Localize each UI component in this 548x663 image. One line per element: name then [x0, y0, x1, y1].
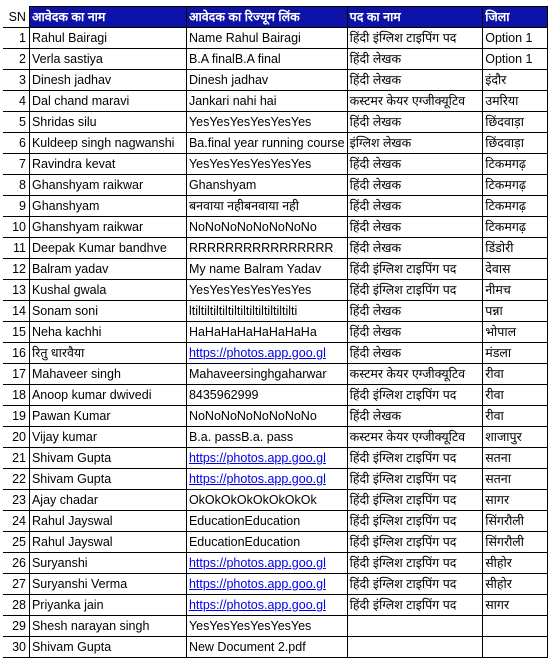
row-sn-cell[interactable]: 1: [3, 28, 29, 49]
table-row: [3, 637, 548, 658]
district-cell[interactable]: रीवा: [483, 406, 548, 427]
applicant-name-cell[interactable]: Rahul Jayswal: [29, 511, 186, 532]
district-cell[interactable]: इंदौर: [483, 70, 548, 91]
row-sn-cell[interactable]: 4: [3, 91, 29, 112]
applicant-name-cell[interactable]: Ghanshyam raikwar: [29, 217, 186, 238]
row-sn-cell[interactable]: 10: [3, 217, 29, 238]
table-row: [3, 343, 548, 364]
table-row: [3, 133, 548, 154]
post-name-cell[interactable]: हिंदी इंग्लिश टाइपिंग पद: [347, 532, 483, 553]
district-cell[interactable]: सीहोर: [483, 574, 548, 595]
table-row: [3, 616, 548, 637]
applicant-name-cell[interactable]: Neha kachhi: [29, 322, 186, 343]
post-name-cell[interactable]: कस्टमर केयर एग्जीक्यूटिव: [347, 91, 483, 112]
resume-link-cell[interactable]: 8435962999: [186, 385, 347, 406]
resume-link-cell[interactable]: Ba.final year running course: [186, 133, 347, 154]
table-row: [3, 406, 548, 427]
row-sn-cell[interactable]: 8: [3, 175, 29, 196]
applicant-name-cell[interactable]: Dinesh jadhav: [29, 70, 186, 91]
row-sn-cell[interactable]: 17: [3, 364, 29, 385]
district-cell[interactable]: भोपाल: [483, 322, 548, 343]
resume-link-cell[interactable]: B.a. passB.a. pass: [186, 427, 347, 448]
row-sn-cell[interactable]: 6: [3, 133, 29, 154]
row-sn-cell[interactable]: 26: [3, 553, 29, 574]
row-sn-cell[interactable]: 12: [3, 259, 29, 280]
resume-link-cell[interactable]: Jankari nahi hai: [186, 91, 347, 112]
resume-link-cell[interactable]: YesYesYesYesYesYes: [186, 154, 347, 175]
post-name-cell[interactable]: [347, 637, 483, 658]
district-cell[interactable]: Option 1: [483, 49, 548, 70]
table-row: [3, 511, 548, 532]
post-name-cell[interactable]: हिंदी लेखक: [347, 154, 483, 175]
post-name-cell[interactable]: हिंदी इंग्लिश टाइपिंग पद: [347, 385, 483, 406]
district-cell[interactable]: देवास: [483, 259, 548, 280]
district-cell[interactable]: शाजापुर: [483, 427, 548, 448]
post-name-cell[interactable]: कस्टमर केयर एग्जीक्यूटिव: [347, 427, 483, 448]
row-sn-cell[interactable]: 2: [3, 49, 29, 70]
table-row: [3, 553, 548, 574]
district-cell[interactable]: सागर: [483, 490, 548, 511]
post-name-cell[interactable]: हिंदी इंग्लिश टाइपिंग पद: [347, 511, 483, 532]
resume-hyperlink[interactable]: https://photos.app.goo.gl: [188, 556, 326, 570]
table-row: [3, 217, 548, 238]
table-row: [3, 385, 548, 406]
post-name-cell[interactable]: हिंदी इंग्लिश टाइपिंग पद: [347, 574, 483, 595]
resume-link-cell[interactable]: [186, 574, 347, 595]
table-row: [3, 469, 548, 490]
table-row: [3, 70, 548, 91]
district-cell[interactable]: सागर: [483, 595, 548, 616]
applicant-name-cell[interactable]: Ajay chadar: [29, 490, 186, 511]
post-name-cell[interactable]: हिंदी लेखक: [347, 49, 483, 70]
post-name-cell[interactable]: हिंदी लेखक: [347, 112, 483, 133]
table-row: [3, 259, 548, 280]
post-name-cell[interactable]: कस्टमर केयर एग्जीक्यूटिव: [347, 364, 483, 385]
resume-link-cell[interactable]: NoNoNoNoNoNoNoNo: [186, 406, 347, 427]
table-row: [3, 364, 548, 385]
row-sn-cell[interactable]: 9: [3, 196, 29, 217]
row-sn-cell[interactable]: 21: [3, 448, 29, 469]
table-row: [3, 322, 548, 343]
row-sn-cell[interactable]: 28: [3, 595, 29, 616]
resume-link-cell[interactable]: [186, 553, 347, 574]
resume-link-cell[interactable]: YesYesYesYesYesYes: [186, 616, 347, 637]
applicant-name-cell[interactable]: Shivam Gupta: [29, 448, 186, 469]
header-resume-link[interactable]: आवेदक का रिज्यूम लिंक: [186, 7, 347, 28]
table-row: [3, 280, 548, 301]
row-sn-cell[interactable]: 25: [3, 532, 29, 553]
table-row: [3, 301, 548, 322]
district-cell[interactable]: सतना: [483, 469, 548, 490]
table-row: [3, 154, 548, 175]
row-sn-cell[interactable]: 14: [3, 301, 29, 322]
applicant-name-cell[interactable]: रितु धारवैया: [29, 343, 186, 364]
district-cell[interactable]: सिंगरौली: [483, 511, 548, 532]
district-cell[interactable]: टिकमगढ़: [483, 196, 548, 217]
district-cell[interactable]: छिंदवाड़ा: [483, 112, 548, 133]
table-row: [3, 595, 548, 616]
resume-link-cell[interactable]: [186, 469, 347, 490]
resume-link-cell[interactable]: [186, 343, 347, 364]
post-name-cell[interactable]: [347, 616, 483, 637]
row-sn-cell[interactable]: 11: [3, 238, 29, 259]
resume-link-cell[interactable]: Dinesh jadhav: [186, 70, 347, 91]
table-row: [3, 574, 548, 595]
district-cell[interactable]: नीमच: [483, 280, 548, 301]
table-row: [3, 91, 548, 112]
header-applicant-name[interactable]: आवेदक का नाम: [29, 7, 186, 28]
post-name-cell[interactable]: हिंदी लेखक: [347, 301, 483, 322]
table-row: [3, 175, 548, 196]
resume-hyperlink[interactable]: https://photos.app.goo.gl: [188, 472, 326, 486]
post-name-cell[interactable]: हिंदी लेखक: [347, 175, 483, 196]
resume-link-cell[interactable]: HaHaHaHaHaHaHaHa: [186, 322, 347, 343]
post-name-cell[interactable]: हिंदी इंग्लिश टाइपिंग पद: [347, 553, 483, 574]
resume-hyperlink[interactable]: https://photos.app.goo.gl: [188, 577, 326, 591]
district-cell[interactable]: सीहोर: [483, 553, 548, 574]
resume-link-cell[interactable]: बनवाया नहीबनवाया नही: [186, 196, 347, 217]
resume-link-cell[interactable]: My name Balram Yadav: [186, 259, 347, 280]
resume-link-cell[interactable]: RRRRRRRRRRRRRRRR: [186, 238, 347, 259]
resume-hyperlink[interactable]: https://photos.app.goo.gl: [188, 346, 326, 360]
post-name-cell[interactable]: हिंदी इंग्लिश टाइपिंग पद: [347, 448, 483, 469]
table-row: [3, 238, 548, 259]
row-sn-cell[interactable]: 20: [3, 427, 29, 448]
resume-hyperlink[interactable]: https://photos.app.goo.gl: [188, 598, 326, 612]
post-name-cell[interactable]: हिंदी लेखक: [347, 322, 483, 343]
resume-link-cell[interactable]: Name Rahul Bairagi: [186, 28, 347, 49]
row-sn-cell[interactable]: 13: [3, 280, 29, 301]
applicant-name-cell[interactable]: Suryanshi Verma: [29, 574, 186, 595]
applicant-name-cell[interactable]: Kushal gwala: [29, 280, 186, 301]
applicant-name-cell[interactable]: Ghanshyam raikwar: [29, 175, 186, 196]
row-sn-cell[interactable]: 3: [3, 70, 29, 91]
row-sn-cell[interactable]: 19: [3, 406, 29, 427]
resume-link-cell[interactable]: EducationEducation: [186, 511, 347, 532]
resume-hyperlink[interactable]: https://photos.app.goo.gl: [188, 451, 326, 465]
applicant-name-cell[interactable]: Pawan Kumar: [29, 406, 186, 427]
district-cell[interactable]: मंडला: [483, 343, 548, 364]
resume-link-cell[interactable]: ltiltiltiltiltiltiltiltiltiltiltilti: [186, 301, 347, 322]
applicant-name-cell[interactable]: Anoop kumar dwivedi: [29, 385, 186, 406]
resume-link-cell[interactable]: YesYesYesYesYesYes: [186, 280, 347, 301]
district-cell[interactable]: Option 1: [483, 28, 548, 49]
district-cell[interactable]: सिंगरौली: [483, 532, 548, 553]
row-sn-cell[interactable]: 24: [3, 511, 29, 532]
row-sn-cell[interactable]: 22: [3, 469, 29, 490]
table-row: [3, 49, 548, 70]
resume-link-cell[interactable]: YesYesYesYesYesYes: [186, 112, 347, 133]
header-row: [3, 7, 548, 28]
applicant-name-cell[interactable]: Ghanshyam: [29, 196, 186, 217]
table-row: [3, 196, 548, 217]
applicant-name-cell[interactable]: Ravindra kevat: [29, 154, 186, 175]
resume-link-cell[interactable]: [186, 595, 347, 616]
applicant-name-cell[interactable]: Verla sastiya: [29, 49, 186, 70]
district-cell[interactable]: सतना: [483, 448, 548, 469]
applicant-name-cell[interactable]: Kuldeep singh nagwanshi: [29, 133, 186, 154]
post-name-cell[interactable]: हिंदी लेखक: [347, 196, 483, 217]
resume-link-cell[interactable]: B.A finalB.A final: [186, 49, 347, 70]
row-sn-cell[interactable]: 27: [3, 574, 29, 595]
district-cell[interactable]: छिंदवाड़ा: [483, 133, 548, 154]
resume-link-cell[interactable]: [186, 448, 347, 469]
applicant-name-cell[interactable]: Rahul Bairagi: [29, 28, 186, 49]
applicant-name-cell[interactable]: Shivam Gupta: [29, 469, 186, 490]
district-cell[interactable]: रीवा: [483, 364, 548, 385]
row-sn-cell[interactable]: 30: [3, 637, 29, 658]
post-name-cell[interactable]: हिंदी लेखक: [347, 217, 483, 238]
post-name-cell[interactable]: हिंदी लेखक: [347, 238, 483, 259]
applicant-name-cell[interactable]: Mahaveer singh: [29, 364, 186, 385]
post-name-cell[interactable]: हिंदी लेखक: [347, 406, 483, 427]
post-name-cell[interactable]: हिंदी लेखक: [347, 70, 483, 91]
applicant-name-cell[interactable]: Shridas silu: [29, 112, 186, 133]
post-name-cell[interactable]: हिंदी इंग्लिश टाइपिंग पद: [347, 280, 483, 301]
post-name-cell[interactable]: हिंदी इंग्लिश टाइपिंग पद: [347, 595, 483, 616]
applicant-name-cell[interactable]: Shivam Gupta: [29, 637, 186, 658]
row-sn-cell[interactable]: 5: [3, 112, 29, 133]
header-sn[interactable]: SN: [3, 7, 29, 28]
district-cell[interactable]: [483, 637, 548, 658]
district-cell[interactable]: पन्ना: [483, 301, 548, 322]
district-cell[interactable]: डिंडोरी: [483, 238, 548, 259]
post-name-cell[interactable]: हिंदी इंग्लिश टाइपिंग पद: [347, 469, 483, 490]
table-body: [3, 28, 548, 658]
table-row: [3, 448, 548, 469]
applicant-name-cell[interactable]: Vijay kumar: [29, 427, 186, 448]
table-row: [3, 427, 548, 448]
applicant-name-cell[interactable]: Shesh narayan singh: [29, 616, 186, 637]
row-sn-cell[interactable]: 15: [3, 322, 29, 343]
district-cell[interactable]: उमरिया: [483, 91, 548, 112]
applicant-name-cell[interactable]: Suryanshi: [29, 553, 186, 574]
district-cell[interactable]: टिकमगढ़: [483, 154, 548, 175]
header-post-name[interactable]: पद का नाम: [347, 7, 483, 28]
applicant-name-cell[interactable]: Rahul Jayswal: [29, 532, 186, 553]
table-row: [3, 532, 548, 553]
resume-link-cell[interactable]: OkOkOkOkOkOkOkOk: [186, 490, 347, 511]
row-sn-cell[interactable]: 16: [3, 343, 29, 364]
row-sn-cell[interactable]: 18: [3, 385, 29, 406]
post-name-cell[interactable]: हिंदी लेखक: [347, 343, 483, 364]
table-row: [3, 490, 548, 511]
row-sn-cell[interactable]: 29: [3, 616, 29, 637]
header-district[interactable]: जिला: [483, 7, 548, 28]
district-cell[interactable]: टिकमगढ़: [483, 175, 548, 196]
applicant-name-cell[interactable]: Sonam soni: [29, 301, 186, 322]
applicant-name-cell[interactable]: Deepak Kumar bandhve: [29, 238, 186, 259]
applicant-name-cell[interactable]: Dal chand maravi: [29, 91, 186, 112]
resume-link-cell[interactable]: New Document 2.pdf: [186, 637, 347, 658]
resume-link-cell[interactable]: NoNoNoNoNoNoNoNo: [186, 217, 347, 238]
post-name-cell[interactable]: इंग्लिश लेखक: [347, 133, 483, 154]
district-cell[interactable]: टिकमगढ़: [483, 217, 548, 238]
post-name-cell[interactable]: हिंदी इंग्लिश टाइपिंग पद: [347, 28, 483, 49]
post-name-cell[interactable]: हिंदी इंग्लिश टाइपिंग पद: [347, 490, 483, 511]
table-row: [3, 112, 548, 133]
applicant-name-cell[interactable]: Priyanka jain: [29, 595, 186, 616]
row-sn-cell[interactable]: 23: [3, 490, 29, 511]
row-sn-cell[interactable]: 7: [3, 154, 29, 175]
resume-link-cell[interactable]: EducationEducation: [186, 532, 347, 553]
resume-link-cell[interactable]: Mahaveersinghgaharwar: [186, 364, 347, 385]
applicant-table: [3, 6, 548, 658]
district-cell[interactable]: [483, 616, 548, 637]
resume-link-cell[interactable]: Ghanshyam: [186, 175, 347, 196]
post-name-cell[interactable]: हिंदी इंग्लिश टाइपिंग पद: [347, 259, 483, 280]
table-row: [3, 28, 548, 49]
applicant-name-cell[interactable]: Balram yadav: [29, 259, 186, 280]
district-cell[interactable]: रीवा: [483, 385, 548, 406]
